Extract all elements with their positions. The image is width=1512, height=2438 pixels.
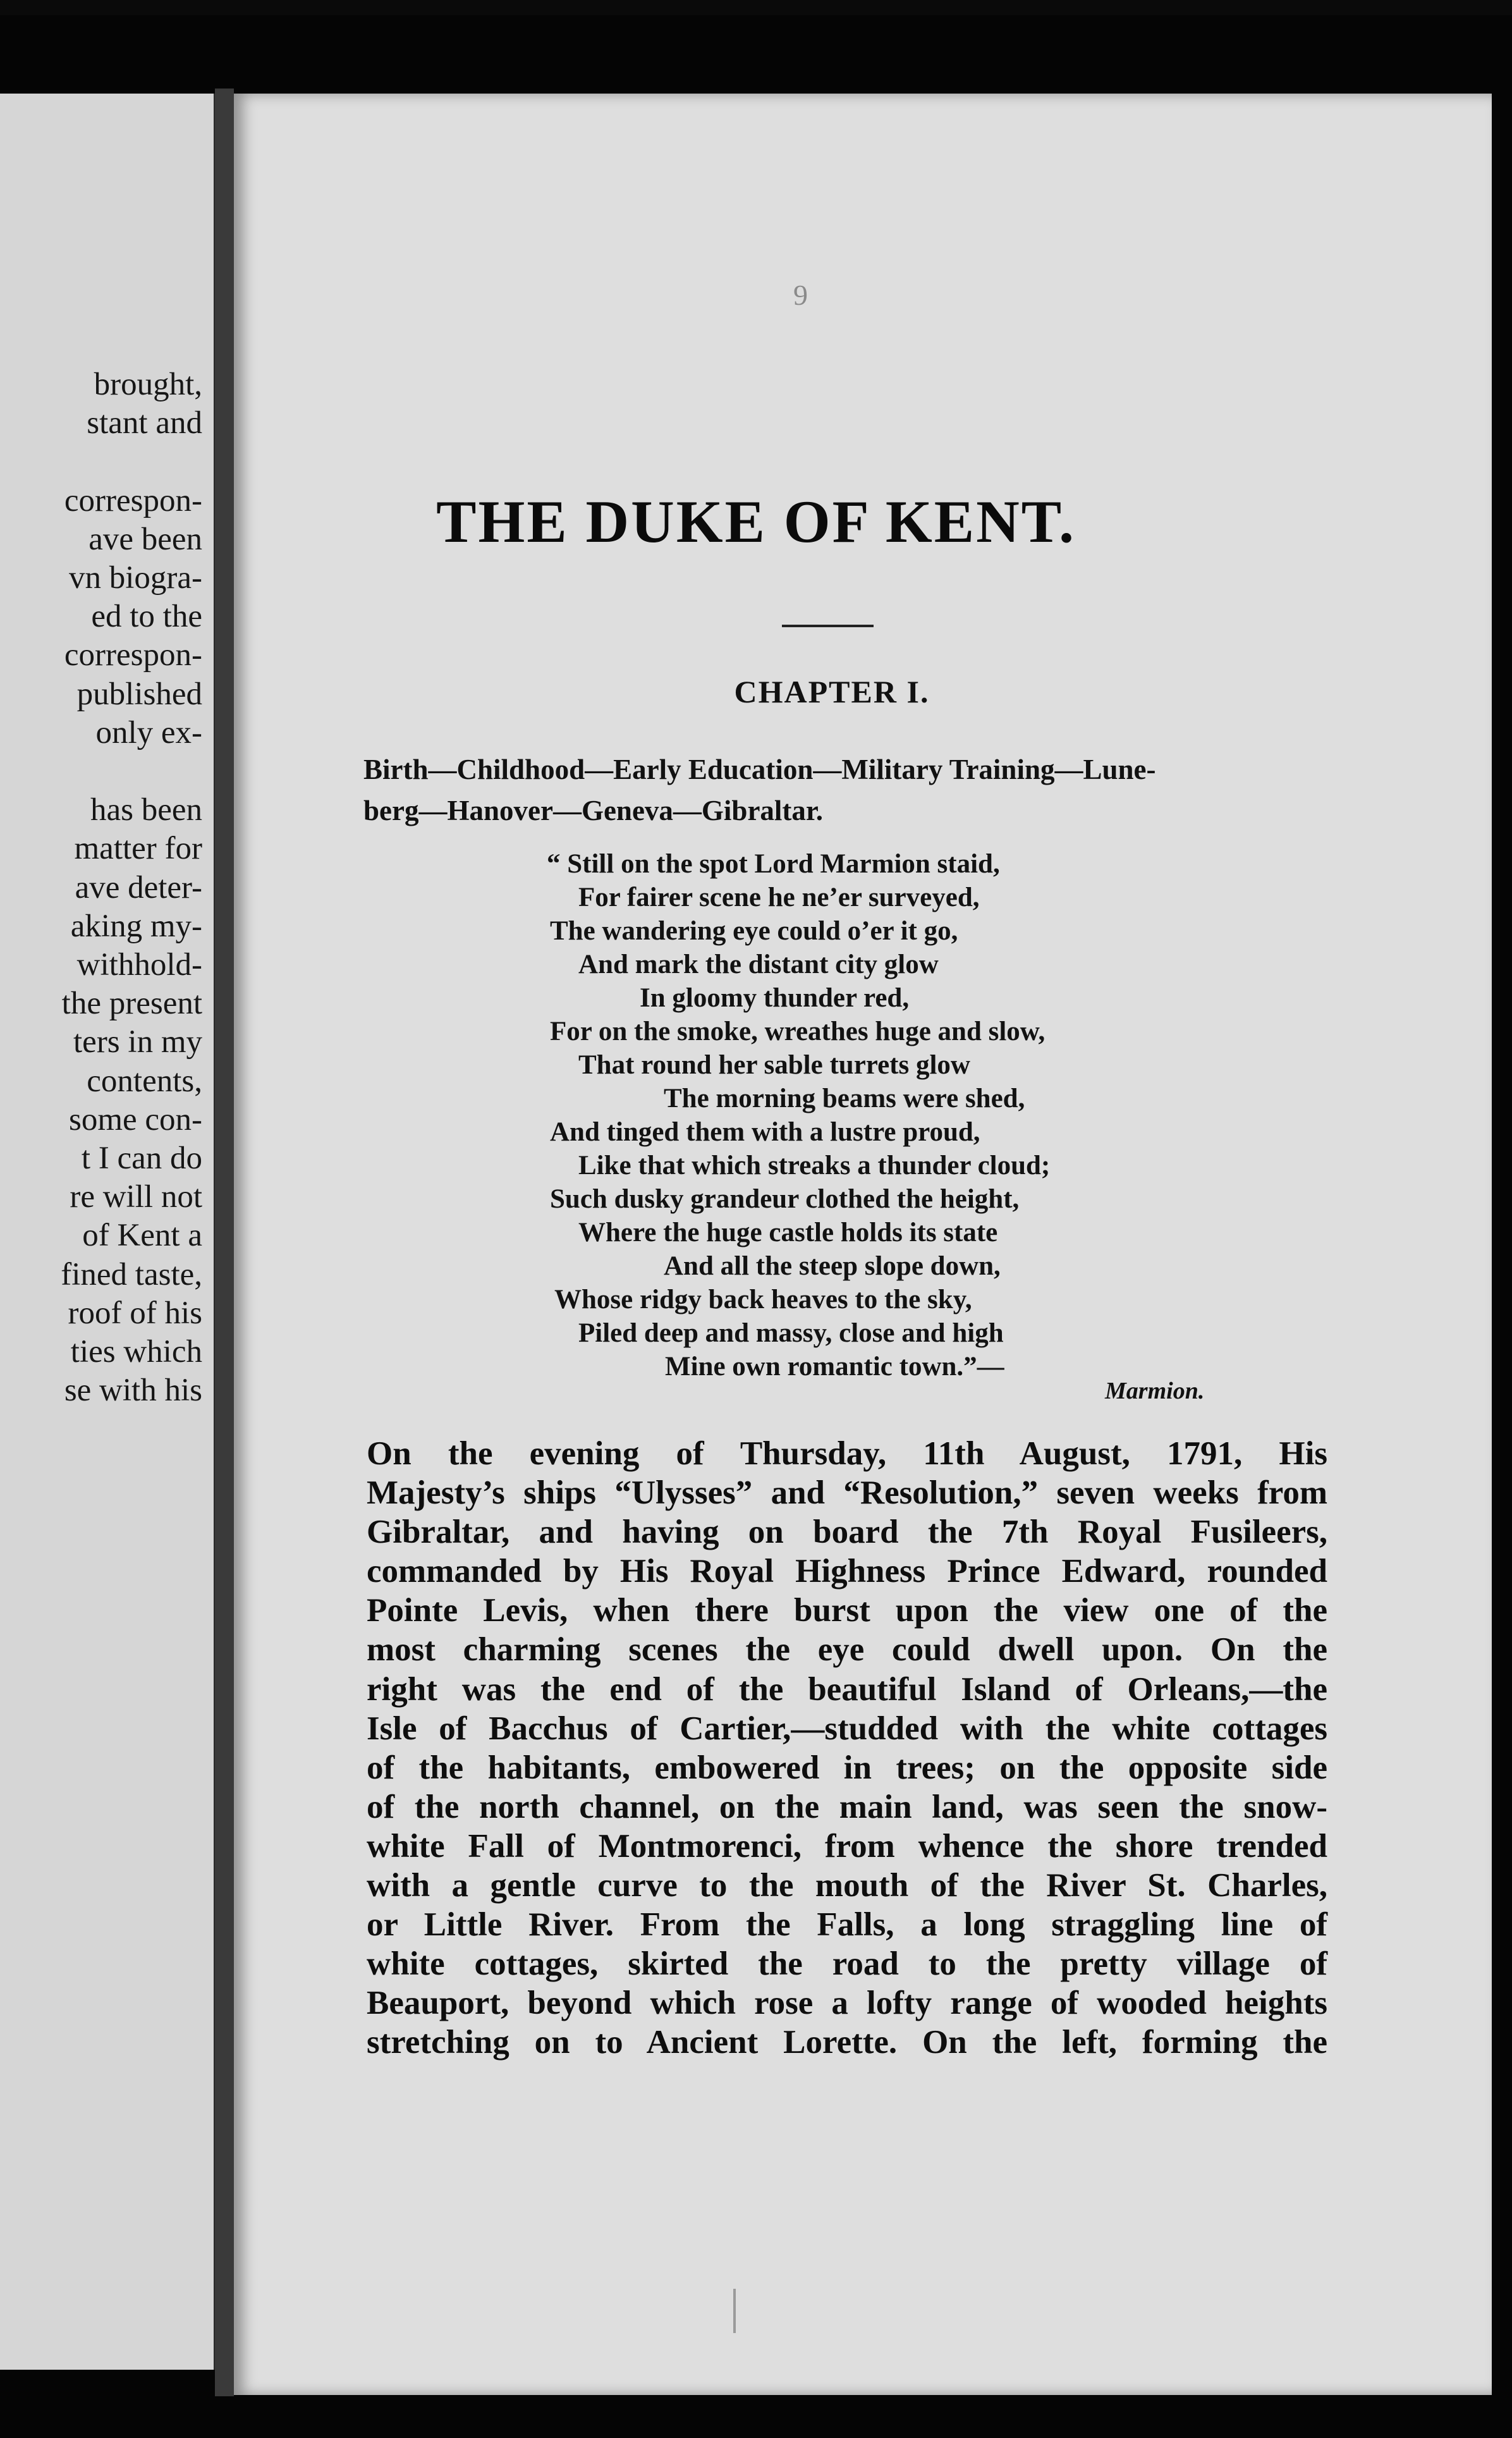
poem-line: And all the steep slope down, <box>664 1251 1001 1281</box>
body-line: white Fall of Montmorenci, from whence the shore trended <box>367 1827 1327 1865</box>
facing-line: fined taste, <box>61 1256 202 1292</box>
poem-line: And mark the distant city glow <box>578 950 939 979</box>
poem-line: That round her sable turrets glow <box>578 1050 970 1080</box>
body-line: right was the end of the beautiful Island of Orleans,—the <box>367 1670 1327 1708</box>
epigraph-attribution: Marmion. <box>1105 1378 1205 1404</box>
facing-line <box>0 752 202 791</box>
chapter-synopsis <box>363 749 1324 831</box>
synopsis-line: Birth—Childhood—Early Education—Military Training—Lune- <box>363 754 1156 785</box>
facing-line: t I can do <box>81 1141 202 1177</box>
poem-line: The wandering eye could o’er it go, <box>550 916 958 946</box>
body-line: of the north channel, on the main land, was seen the snow- <box>367 1788 1327 1825</box>
poem-line: For fairer scene he ne’er surveyed, <box>578 883 980 912</box>
body-line: On the evening of Thursday, 11th August, 1791, His <box>367 1435 1327 1472</box>
body-line: most charming scenes the eye could dwell upon. On the <box>367 1631 1327 1669</box>
body-line: Pointe Levis, when there burst upon the view one of the <box>367 1592 1327 1629</box>
facing-line: some con- <box>68 1101 202 1137</box>
body-line: white cottages, skirted the road to the pretty village of <box>367 1945 1327 1983</box>
poem-line: And tinged them with a lustre proud, <box>550 1117 980 1147</box>
body-line: Majesty’s ships “Ulysses” and “Resolution,” seven weeks from <box>367 1474 1327 1512</box>
body-line: of the habitants, embowered in trees; on the opposite side <box>367 1749 1327 1786</box>
facing-line: only ex- <box>95 714 202 750</box>
facing-line <box>0 443 202 481</box>
body-paragraph <box>367 1434 1327 2062</box>
facing-line: contents, <box>87 1063 202 1099</box>
facing-line: has been <box>90 792 202 828</box>
title-rule <box>782 625 874 627</box>
poem-line: The morning beams were shed, <box>664 1084 1025 1113</box>
facing-line: aking my- <box>70 908 202 944</box>
facing-line: ave been <box>88 521 202 557</box>
poem-line: Like that which streaks a thunder cloud; <box>578 1151 1051 1180</box>
body-line: commanded by His Royal Highness Prince Edward, rounded <box>367 1553 1327 1590</box>
facing-line: re will not <box>70 1179 202 1215</box>
poem-line: Mine own romantic town.”— <box>665 1352 1004 1381</box>
body-line: Beauport, beyond which rose a lofty range of wooded heights <box>367 1985 1327 2022</box>
scan-top-edge <box>0 0 1512 15</box>
facing-line: correspon- <box>64 482 202 518</box>
facing-line: ed to the <box>91 599 202 635</box>
poem-line: Where the huge castle holds its state <box>578 1218 998 1247</box>
epigraph-poem <box>0 847 1512 1383</box>
facing-line: the present <box>61 986 202 1022</box>
scan-artifact <box>733 2289 774 2333</box>
facing-line: vn biogra- <box>68 560 202 596</box>
facing-line: stant and <box>87 405 202 441</box>
facing-line: withhold- <box>76 947 202 983</box>
facing-line: se with his <box>64 1373 202 1409</box>
poem-line: “ Still on the spot Lord Marmion staid, <box>547 849 1000 879</box>
facing-line: published <box>76 676 202 712</box>
poem-line: Piled deep and massy, close and high <box>578 1318 1004 1348</box>
facing-line: correspon- <box>64 637 202 673</box>
body-line: or Little River. From the Falls, a long straggling line of <box>367 1906 1327 1944</box>
page-title: THE DUKE OF KENT. <box>436 488 1076 555</box>
facing-line: matter for <box>74 831 202 867</box>
poem-line: Whose ridgy back heaves to the sky, <box>554 1285 972 1314</box>
facing-line: brought, <box>94 367 202 402</box>
body-line: stretching on to Ancient Lorette. On the left, forming the <box>367 2024 1327 2061</box>
poem-line: For on the smoke, wreathes huge and slow, <box>550 1017 1046 1046</box>
facing-line: roof of his <box>68 1295 202 1331</box>
poem-line: Such dusky grandeur clothed the height, <box>550 1184 1020 1214</box>
chapter-heading: CHAPTER I. <box>734 674 930 709</box>
page-number: 9 <box>793 279 808 311</box>
facing-line: ave deter- <box>75 869 202 905</box>
poem-line: In gloomy thunder red, <box>640 983 910 1013</box>
facing-line: ters in my <box>73 1024 202 1060</box>
facing-line: of Kent a <box>82 1218 202 1254</box>
body-line: Gibraltar, and having on board the 7th Royal Fusileers, <box>367 1514 1327 1551</box>
body-line: Isle of Bacchus of Cartier,—studded with the white cottages <box>367 1710 1327 1747</box>
synopsis-line: berg—Hanover—Geneva—Gibraltar. <box>363 795 824 826</box>
facing-line: ties which <box>70 1334 202 1370</box>
body-line: with a gentle curve to the mouth of the River St. Charles, <box>367 1867 1327 1904</box>
